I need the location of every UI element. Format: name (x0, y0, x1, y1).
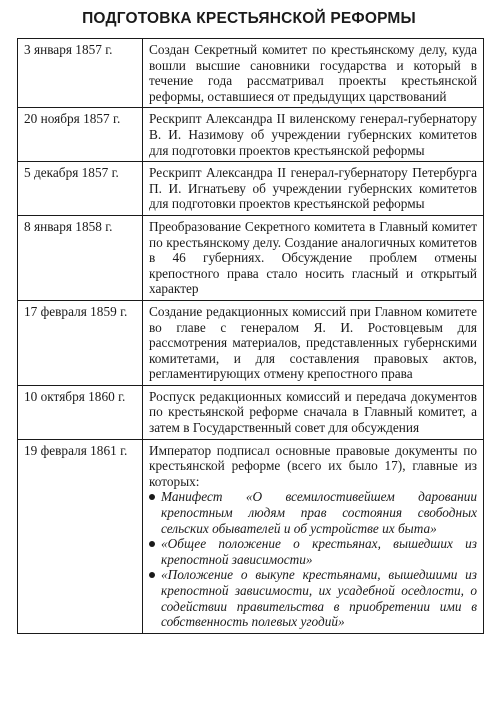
table-row (18, 385, 484, 439)
description-cell: Роспуск редакционных комиссий и передача документов по крестьянской реформе сначала в Главный комитет, а затем в Государственный совет для обсуждения (143, 385, 484, 439)
list-item (149, 536, 477, 567)
table-row (18, 108, 484, 162)
description-intro: Император подписал основные правовые документы по крестьянской реформе (всего их было 17), главные из которых: (149, 442, 477, 489)
description-cell: Рескрипт Александра II виленскому генерал-губернатору В. И. Назимову об учреждении губернских комитетов для подготовки проектов крестьянской реформы (143, 108, 484, 162)
document-list (149, 489, 477, 629)
description-cell: Рескрипт Александра II генерал-губернатору Петербурга П. И. Игнатьеву об учреждении губернских комитетов для подготовки проектов крестьянской реформы (143, 162, 484, 216)
table-row (18, 439, 484, 633)
chronology-table (17, 38, 484, 634)
list-item (149, 489, 477, 536)
description-cell (143, 439, 484, 633)
bullet-icon (149, 494, 155, 500)
bullet-icon (149, 572, 155, 578)
bullet-icon (149, 541, 155, 547)
table-row (18, 215, 484, 300)
table-row (18, 300, 484, 385)
date-cell: 19 февраля 1861 г. (18, 439, 143, 633)
description-cell: Преобразование Секретного комитета в Главный комитет по крестьянскому делу. Создание аналогичных комитетов в 46 губерниях. Обсуждение проблем отмены крепостного права стало носить гласный и открытый характер (143, 215, 484, 300)
list-item-text: «Положение о выкупе крестьянами, вышедшими из крепостной зависимости, их усадебной оседлости, о содействии правительства в приобретении ими в собственность полевых угодий» (161, 567, 477, 630)
list-item-text: «Общее положение о крестьянах, вышедших из крепостной зависимости» (161, 536, 477, 567)
list-item-text: Манифест «О всемилостивейшем даровании крепостным людям прав состояния свободных сельских обывателей и об устройстве их быта» (161, 489, 477, 536)
description-cell: Создание редакционных комиссий при Главном комитете во главе с генералом Я. И. Ростовцевым для рассмотрения материалов, представленных губернскими комитетами, и для составления правовых актов, регламентирующих отмену крепостного права (143, 300, 484, 385)
date-cell: 17 февраля 1859 г. (18, 300, 143, 385)
date-cell: 20 ноября 1857 г. (18, 108, 143, 162)
date-cell: 3 января 1857 г. (18, 39, 143, 108)
date-cell: 5 декабря 1857 г. (18, 162, 143, 216)
date-cell: 8 января 1858 г. (18, 215, 143, 300)
page-title: ПОДГОТОВКА КРЕСТЬЯНСКОЙ РЕФОРМЫ (82, 10, 416, 27)
table-row (18, 162, 484, 216)
description-cell: Создан Секретный комитет по крестьянскому делу, куда вошли высшие сановники государства и который в течение года рассматривал проекты крестьянской реформы, оставшиеся от предыдущих царствований (143, 39, 484, 108)
table-row (18, 39, 484, 108)
date-cell: 10 октября 1860 г. (18, 385, 143, 439)
list-item (149, 567, 477, 629)
